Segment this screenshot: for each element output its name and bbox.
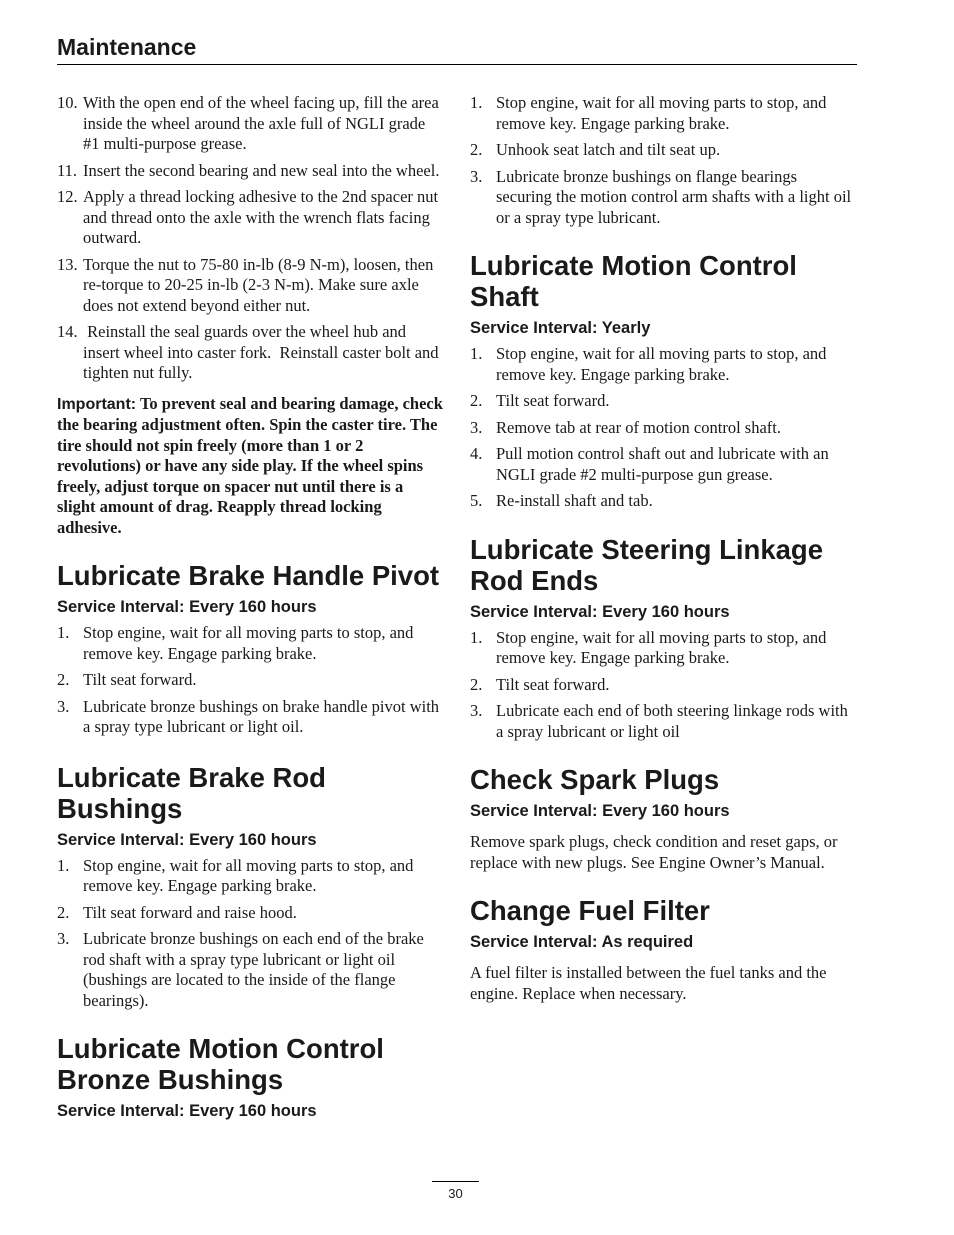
list-item: 3. Lubricate bronze bushings on each end of the brake rod shaft with a spray type lubricant or light oil (bushings are located to the inside of the flange bearings). — [57, 929, 424, 1010]
left-column — [57, 93, 443, 1127]
list-item: 4. Pull motion control shaft out and lubricate with an NGLI grade #2 multi-purpose gun grease. — [470, 444, 829, 484]
list-item: 14. Reinstall the seal guards over the wheel hub and insert wheel into caster fork. Reinstall caster bolt and tighten nut fully. — [57, 322, 443, 382]
service-interval: Service Interval: Every 160 hours — [57, 598, 317, 616]
brake-pivot-steps — [57, 623, 443, 738]
service-interval: Service Interval: Every 160 hours — [57, 1102, 317, 1120]
list-item: 2. Tilt seat forward and raise hood. — [57, 902, 297, 922]
list-item: 2. Unhook seat latch and tilt seat up. — [470, 140, 721, 159]
list-item: 3. Lubricate bronze bushings on flange bearings securing the motion control arm shafts with a light oil or a spray type lubricant. — [470, 166, 852, 227]
header-rule — [57, 64, 857, 65]
brake-rod-steps — [57, 856, 443, 1012]
section-title-steering: Lubricate Steering Linkage Rod Ends — [470, 533, 824, 596]
list-item: 1. Stop engine, wait for all moving parts to stop, and remove key. Engage parking brake. — [470, 344, 827, 384]
list-item: 2. Tilt seat forward. — [57, 670, 197, 689]
steering-steps — [470, 628, 856, 743]
section-header: Maintenance — [57, 34, 197, 60]
list-item: 5. Re-install shaft and tab. — [470, 491, 653, 510]
spark-body: Remove spark plugs, check condition and reset gaps, or replace with new plugs. See Engine Owner’s Manual. — [470, 832, 838, 872]
section-title-motion-bronze: Lubricate Motion Control Bronze Bushings — [57, 1033, 384, 1095]
page-number-rule — [432, 1181, 479, 1182]
section-title-brake-pivot: Lubricate Brake Handle Pivot — [57, 560, 440, 591]
list-item: 1. Stop engine, wait for all moving parts to stop, and remove key. Engage parking brake. — [470, 93, 827, 133]
important-text: To prevent seal and bearing damage, check the bearing adjustment often. Spin the caster tire. The tire should not spin freely (more than 1 or 2 revolutions) or have any side play. If the wheel spins freely, adjust torque on spacer nut until there is a slight amount of drag. Reapply thread locking adhesive. — [57, 393, 443, 537]
service-interval: Service Interval: As required — [470, 933, 694, 951]
section-title-brake-rod: Lubricate Brake Rod Bushings — [57, 761, 326, 824]
important-note — [57, 394, 443, 539]
motion-shaft-steps — [470, 344, 856, 512]
service-interval: Service Interval: Every 160 hours — [57, 830, 317, 849]
motion-bronze-steps — [470, 93, 856, 228]
page-number: 30 — [448, 1186, 463, 1201]
list-item: 1. Stop engine, wait for all moving parts to stop, and remove key. Engage parking brake. — [57, 855, 414, 895]
list-item: 12. Apply a thread locking adhesive to the 2nd spacer nut and thread onto the axle with the wrench flats facing outward. — [57, 187, 439, 247]
section-title-fuel: Change Fuel Filter — [470, 895, 710, 926]
service-interval: Service Interval: Every 160 hours — [470, 802, 730, 820]
right-column — [470, 93, 856, 1004]
caster-steps-list — [57, 93, 443, 384]
list-item: 2. Tilt seat forward. — [470, 391, 610, 410]
list-item: 3. Remove tab at rear of motion control shaft. — [470, 417, 781, 437]
list-item: 10. With the open end of the wheel facing up, fill the area inside the wheel around the axle full of NGLI grade #1 multi-purpose grease. — [57, 93, 439, 153]
service-interval: Service Interval: Every 160 hours — [470, 602, 730, 621]
list-item: 3. Lubricate each end of both steering linkage rods with a spray lubricant or light oil — [470, 701, 848, 741]
section-title-motion-shaft: Lubricate Motion Control Shaft — [470, 250, 797, 312]
section-title-spark: Check Spark Plugs — [470, 764, 720, 795]
list-item: 11. Insert the second bearing and new seal into the wheel. — [57, 160, 440, 180]
fuel-body: A fuel filter is installed between the fuel tanks and the engine. Replace when necessary. — [470, 963, 827, 1003]
list-item: 2. Tilt seat forward. — [470, 674, 610, 694]
important-label: Important: — [57, 395, 137, 413]
list-item: 1. Stop engine, wait for all moving parts to stop, and remove key. Engage parking brake. — [57, 623, 414, 663]
service-interval: Service Interval: Yearly — [470, 319, 651, 337]
list-item: 3. Lubricate bronze bushings on brake handle pivot with a spray type lubricant or light oil. — [57, 696, 440, 736]
list-item: 13. Torque the nut to 75-80 in-lb (8-9 N-m), loosen, then re-torque to 20-25 in-lb (2-3 N-m). Make sure axle does not extend beyond either nut. — [57, 254, 434, 315]
list-item: 1. Stop engine, wait for all moving parts to stop, and remove key. Engage parking brake. — [470, 627, 827, 667]
